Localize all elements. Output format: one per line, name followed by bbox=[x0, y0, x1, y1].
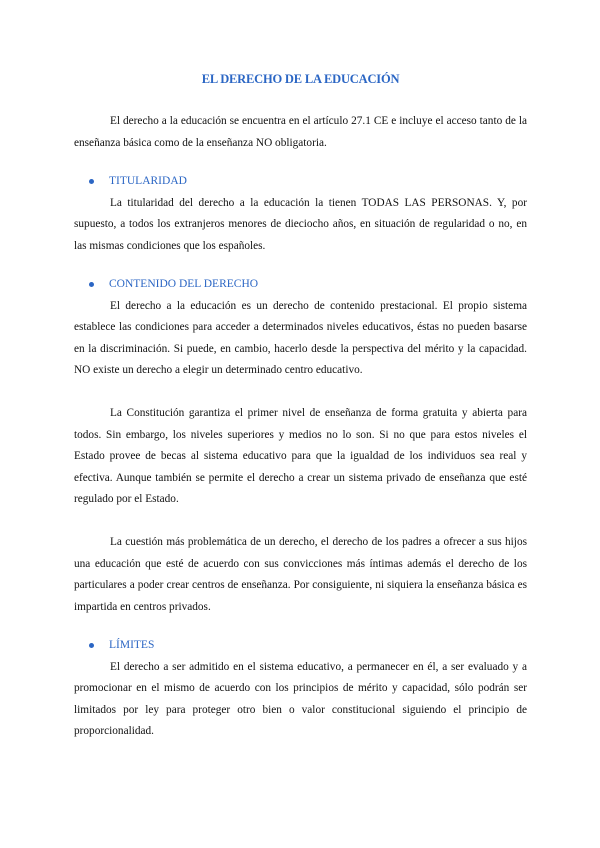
intro-paragraph: El derecho a la educación se encuentra en el artículo 27.1 CE e incluye el acceso tanto de la enseñanza básica como de la enseñanza NO obligatoria. bbox=[74, 115, 527, 149]
section-heading-limites bbox=[74, 635, 527, 657]
bullet-icon bbox=[89, 643, 94, 648]
section-heading-titularidad bbox=[74, 171, 527, 193]
spacer bbox=[74, 618, 527, 635]
document-title: EL DERECHO DE LA EDUCACIÓN bbox=[201, 72, 400, 86]
section-heading-label: CONTENIDO DEL DERECHO bbox=[109, 278, 259, 290]
spacer bbox=[74, 511, 527, 533]
section-heading-label: LÍMITES bbox=[109, 639, 155, 651]
bullet-icon bbox=[89, 282, 94, 287]
spacer bbox=[74, 257, 527, 274]
contenido-paragraph-1: El derecho a la educación es un derecho de contenido prestacional. El propio sistema establece las condiciones para acceder a determinados niveles educativos, éstas no pueden basarse en la discriminación. Si puede, en cambio, hacerlo desde la perspectiva del mérito y la capacidad. NO existe un derecho a elegir un determinado centro educativo. bbox=[74, 299, 527, 376]
section-heading-label: TITULARIDAD bbox=[109, 175, 187, 187]
section-heading-contenido bbox=[74, 274, 527, 296]
bullet-icon bbox=[89, 179, 94, 184]
contenido-paragraph-3: La cuestión más problemática de un derecho, el derecho de los padres a ofrecer a sus hijos una educación que esté de acuerdo con sus convicciones más íntimas además el derecho de los particulares a poder crear centros de enseñanza. Por consiguiente, ni siquiera la enseñanza básica es impartida en centros privados. bbox=[74, 536, 527, 613]
limites-paragraph: El derecho a ser admitido en el sistema educativo, a permanecer en él, a ser evaluado y a promocionar en el mismo de acuerdo con los principios de mérito y capacidad, sólo podrán ser limitados por ley para proteger otro bien o valor constitucional siguiendo el principio de proporcionalidad. bbox=[74, 660, 527, 737]
spacer bbox=[74, 154, 527, 171]
titularidad-paragraph: La titularidad del derecho a la educación la tienen TODAS LAS PERSONAS. Y, por supuesto, a todos los extranjeros menores de dieciocho años, en situación de regularidad o no, en las mismas condiciones que los españoles. bbox=[74, 196, 527, 252]
contenido-paragraph-2: La Constitución garantiza el primer nivel de enseñanza de forma gratuita y abierta para todos. Sin embargo, los niveles superiores y medios no lo son. Si no que para estos niveles el Estado provee de becas al sistema educativo para que la igualdad de los individuos sea real y efectiva. Aunque también se permite el derecho a crear un sistema privado de enseñanza que esté regulado por el Estado. bbox=[74, 407, 527, 505]
spacer bbox=[74, 382, 527, 404]
